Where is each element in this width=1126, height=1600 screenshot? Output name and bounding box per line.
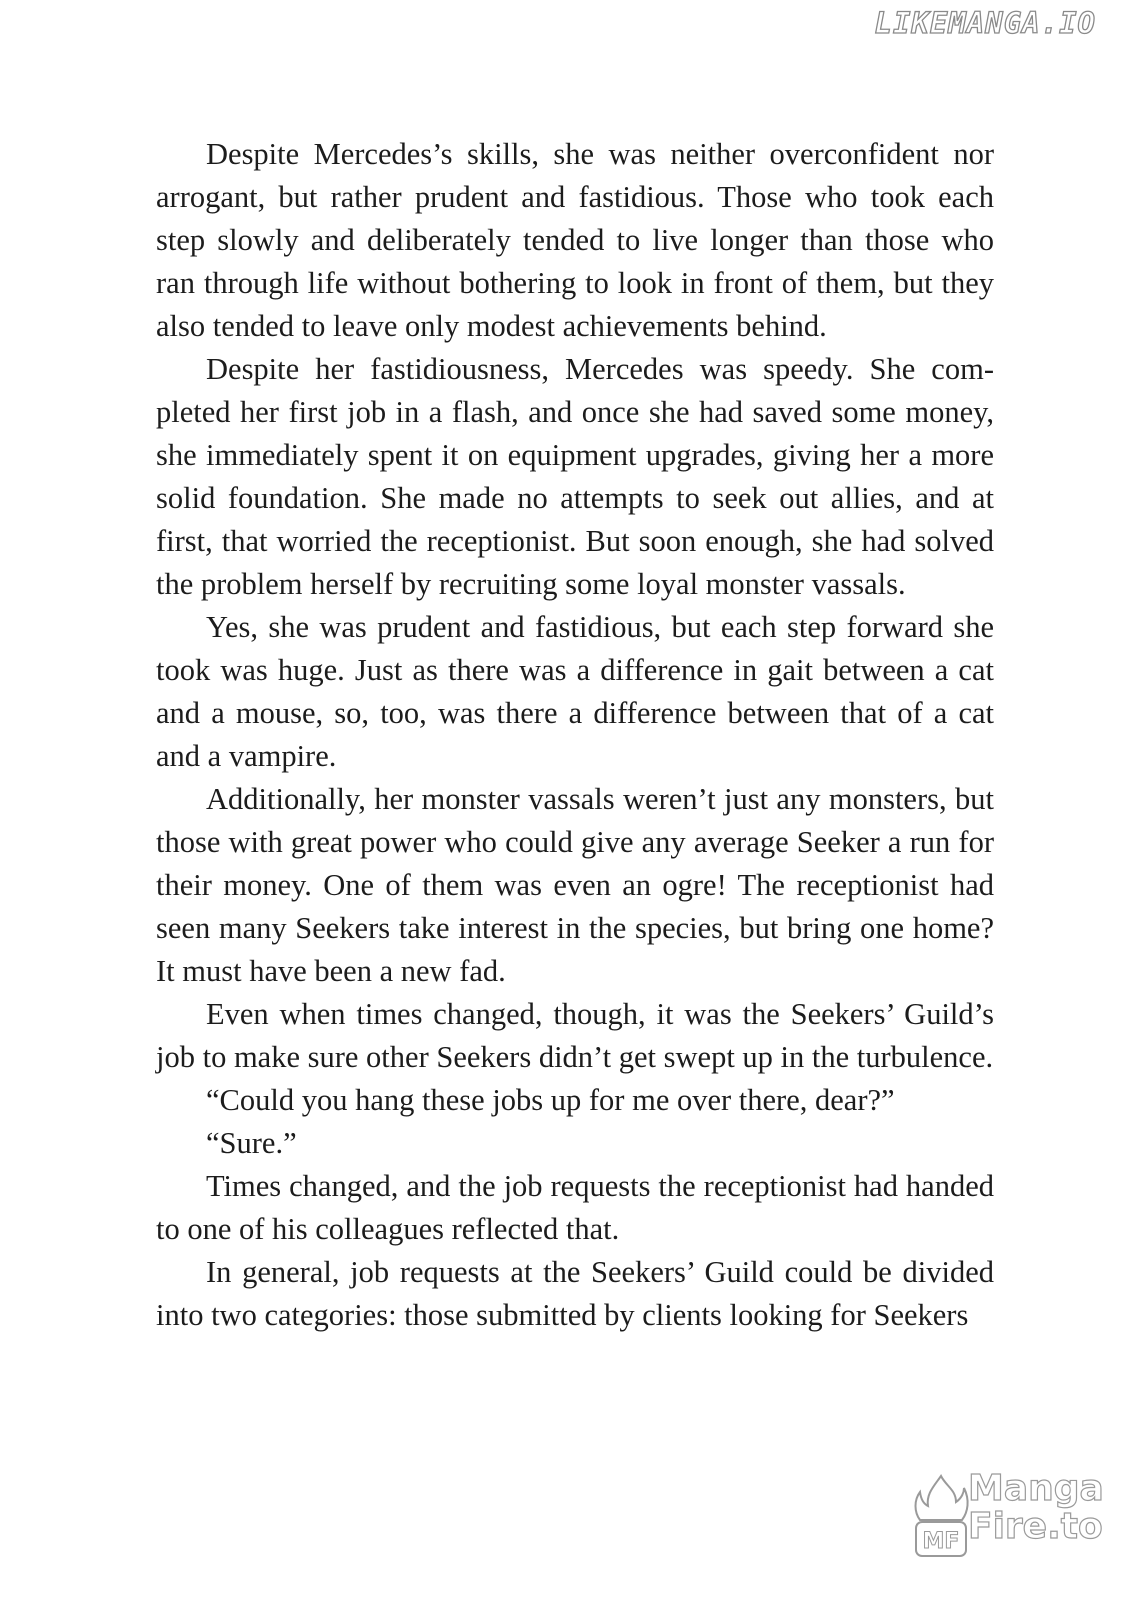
paragraph-2: Despite her fastidiousness, Mercedes was speedy. She completed her first job in a flash, and once she had saved some money, she immediately spent it on equipment upgrades, giving her a more solid foundation. She made no attempts to seek out allies, and at first, that worried the receptionist. But soon enough, she had solved the problem herself by recruiting some loyal monster vassals. <box>156 352 994 601</box>
paragraph-4: Additionally, her monster vassals weren’t just any monsters, but those with great power who could give any average Seeker a run for their money. One of them was even an ogre! The receptionist had seen many Seekers take interest in the species, but bring one home? It must have been a new fad. <box>156 782 994 988</box>
paragraph-7: In general, job requests at the Seekers’ Guild could be divided into two categories: those submitted by clients looking for Seekers <box>156 1255 994 1332</box>
dialogue-line-2: “Sure.” <box>206 1126 297 1160</box>
paragraph-3: Yes, she was prudent and fastidious, but each step forward she took was huge. Just as there was a difference in gait between a cat and a mouse, so, too, was there a difference between that of a cat and a vampire. <box>156 610 994 773</box>
logo-line-1: Manga <box>968 1468 1104 1509</box>
paragraph-1: Despite Mercedes’s skills, she was neither overconfident nor arrogant, but rather prudent and fastidious. Those who took each step slowly and deliberately tended to live longer than those who ran through life without bothering to look in front of them, but they also tended to leave only modest achievements behind. <box>156 137 994 343</box>
logo-mark-text: MF <box>922 1529 960 1554</box>
flame-icon <box>912 1472 970 1562</box>
paragraph-6: Times changed, and the job requests the receptionist had handed to one of his colleagues reflected that. <box>156 1169 994 1246</box>
logo-wordmark <box>968 1470 1104 1546</box>
page-body <box>156 133 994 1337</box>
logo-line-2: Fire.to <box>968 1506 1103 1547</box>
paragraph-5: Even when times changed, though, it was the Seekers’ Guild’s job to make sure other Seekers didn’t get swept up in the turbulence. <box>156 997 994 1074</box>
site-watermark: LIKEMANGA.IO <box>874 6 1096 40</box>
dialogue-line-1: “Could you hang these jobs up for me over there, dear?” <box>206 1083 895 1117</box>
mangafire-logo <box>912 1468 1104 1568</box>
